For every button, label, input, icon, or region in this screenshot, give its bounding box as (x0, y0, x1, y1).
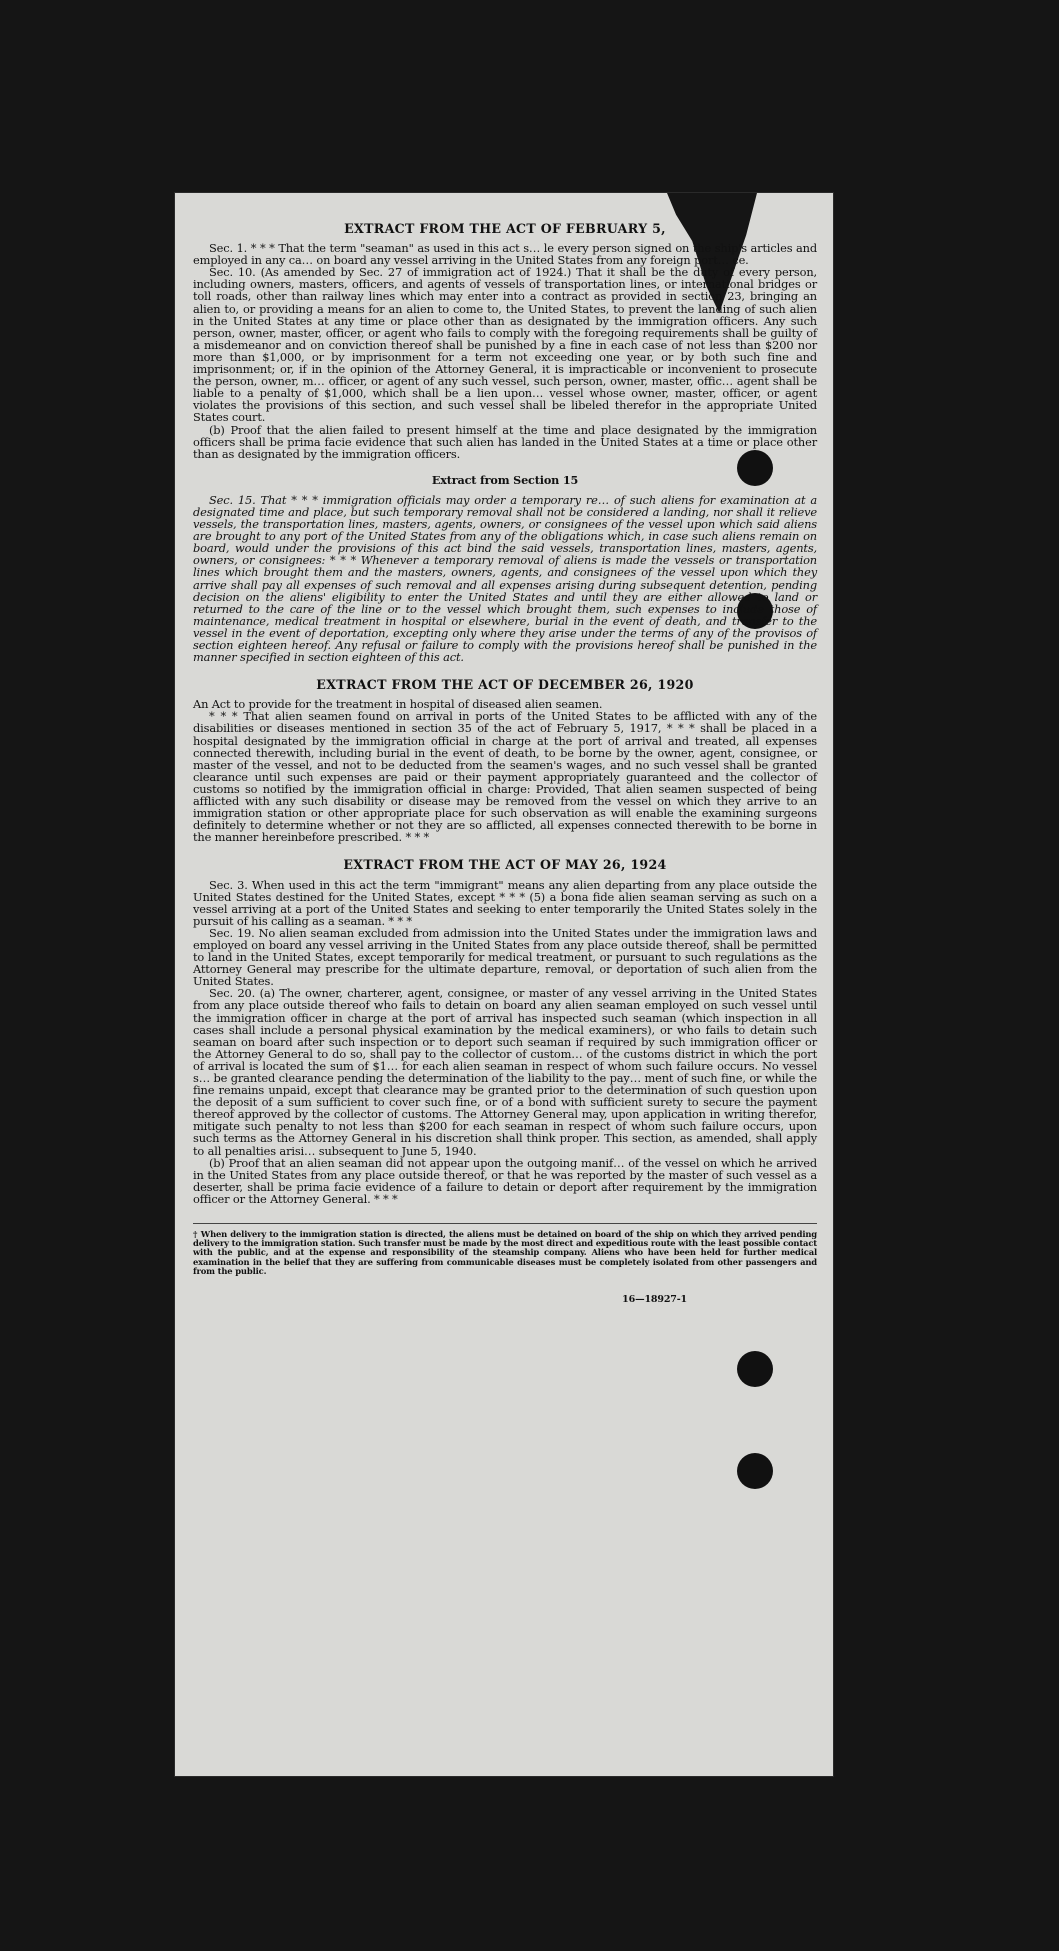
section-10-text: Sec. 10. (As amended by Sec. 27 of immigration act of 1924.) That it shall be the duty of every person, including owners, masters, officers, and agents of vessels of transportation lines, or international bridges or toll roads, other than railway lines which may enter into a contract as provided in section 23, bringing an alien to, or providing a means for an alien to come to, the United States, to prevent the landing of such alien in the United States at any time or place other than as designated by the immigration officers. Any such person, owner, master, officer, or agent who fails to comply with the foregoing requirements shall be guilty of a misdemeanor and on conviction thereof shall be punished by a fine in each case of not less than $200 nor more than $1,000, or by imprisonment for a term not exceeding one year, or by both such fine and imprisonment; or, if in the opinion of the Attorney General, it is impracticable or inconvenient to prosecute the person, owner, m… officer, or agent of any such vessel, such person, owner, master, offic… agent shall be liable to a penalty of $1,000, which shall be a lien upon… vessel whose owner, master, officer, or agent violates the provisions of this section, and such vessel shall be libeled therefor in the appropriate United States court. (193, 265, 817, 425)
heading-section-15: Extract from Section 15 (431, 472, 579, 487)
footnote: † When delivery to the immigration station is directed, the aliens must be detained on board of the ship on which they arrived pending delivery to the immigration station. Such transfer must be made by the most direct and expeditious route with the least possible contact with the public, and at the expense and responsibility of the steamship company. Aliens who have been held for further medical examination in the belief that they are suffering from communicable diseases must be completely isolated from other passengers and from the public. (193, 1223, 817, 1276)
punch-hole (737, 1453, 773, 1489)
act-1920-body: * * * That alien seamen found on arrival in ports of the United States to be afflicted with any of the disabilities or diseases mentioned in section 35 of the act of February 5, 1917, * * * shall be placed in a hospital designated by the immigration official in charge at the port of arrival and treated, all expenses connected therewith, including burial in the event of death, to be borne by the owner, agent, consignee, or master of the vessel, and not to be deducted from the seamen's wages, and no such vessel shall be granted clearance until such expenses are paid or their payment appropriately guaranteed and the collector of customs so notified by the immigration official in charge: Provided, That alien seamen suspected of being afflicted with any such disability or disease may be removed from the vessel on which they arrive to an immigration station or other appropriate place for such observation as will enable the examining surgeons definitely to determine whether or not they are so afflicted, all expenses connected therewith to be borne in the manner hereinbefore prescribed. * * * (193, 709, 817, 845)
section-1-text: Sec. 1. * * * That the term "seaman" as used in this act s… le every person signed on the ship's articles and employed in any ca… on board any vessel arriving in the United States from any foreign port… ce. (193, 241, 817, 268)
section-20-text: Sec. 20. (a) The owner, charterer, agent, consignee, or master of any vessel arriving in the United States from any place outside thereof who fails to detain on board any alien seaman employed on such vessel until the immigration officer in charge at the port of arrival has inspected such seaman (which inspection in all cases shall include a personal physical examination by the medical examiners), or who fails to detain such seaman on board after such inspection or to deport such seaman if required by such immigration officer or the Attorney General to do so, shall pay to the collector of custom… of the customs district in which the port of arrival is located the sum of $1… for each alien seaman in respect of whom such failure occurs. No vessel s… be granted clearance pending the determination of the liability to the pay… ment of such fine, or while the fine remains unpaid, except that clearance may be granted prior to the determination of such question upon the deposit of a sum sufficient to cover such fine, or of a bond with sufficient surety to secure the payment thereof approved by the collector of customs. The Attorney General may, upon application in writing therefor, mitigate such penalty to not less than $200 for each seaman in respect of whom such failure occurs, upon such terms as the Attorney General in his discretion shall think proper. This section, as amended, shall apply to all penalties arisi… subsequent to June 5, 1940. (193, 986, 817, 1158)
heading-act-feb-5: EXTRACT FROM THE ACT OF FEBRUARY 5, (344, 221, 666, 236)
heading-act-dec-26-1920: EXTRACT FROM THE ACT OF DECEMBER 26, 1920 (316, 677, 694, 693)
act-1920-intro: An Act to provide for the treatment in hospital of diseased alien seamen. (193, 697, 603, 712)
section-10b-text: (b) Proof that the alien failed to present himself at the time and place designated by the immigration officers shall be prima facie evidence that such alien has landed in the United States at a time or place other than as designated by the immigration officers. (193, 422, 817, 461)
form-number: 16—18927-1 (622, 1294, 687, 1306)
punch-hole (737, 1351, 773, 1387)
section-15-text: Sec. 15. That * * * immigration officials may order a temporary re… of such aliens for examination at a designated time and place, but such temporary removal shall not be considered a landing, nor shall it relieve vessels, the transportation lines, masters, agents, owners, or consignees of the vessel upon which said aliens are brought to any port of the United States from any of the obligations which, in case such aliens remain on board, would under the provisions of this act bind the said vessels, transportation lines, masters, agents, owners, or consignees: * * * Whenever a temporary removal of aliens is made the vessels or transportation lines which brought them and the masters, owners, agents, and consignees of the vessel upon which they arrive shall pay all expenses of such removal and all expenses arising during subsequent detention, pending decision on the aliens' eligibility to enter the United States and until they are either allowed to land or returned to the care of the line or to the vessel which brought them, such expenses to include those of maintenance, medical treatment in hospital or elsewhere, burial in the event of death, and transfer to the vessel in the event of deportation, excepting only where they arise under the terms of any of the provisos of section eighteen hereof. Any refusal or failure to comply with the provisions hereof shall be punished in the manner specified in section eighteen of this act. (193, 492, 817, 665)
section-3-text: Sec. 3. When used in this act the term "immigrant" means any alien departing from any place outside the United States destined for the United States, except * * * (5) a bona fide alien seaman serving as such on a vessel arriving at a port of the United States and seeking to enter temporarily the United States solely in the pursuit of his calling as a seaman. * * * (193, 877, 817, 928)
section-19-text: Sec. 19. No alien seaman excluded from admission into the United States under the immigration laws and employed on board any vessel arriving in the United States from any place outside thereof, shall be permitted to land in the United States, except temporarily for medical treatment, or pursuant to such regulations as the Attorney General may prescribe for the ultimate departure, removal, or deportation of such alien from the United States. (193, 925, 817, 989)
heading-act-may-26-1924: EXTRACT FROM THE ACT OF MAY 26, 1924 (343, 857, 667, 873)
document-text (193, 223, 817, 1306)
section-20b-text: (b) Proof that an alien seaman did not appear upon the outgoing manif… of the vessel on which he arrived in the United States from any place outside thereof, or that he was reported by the master of such vessel as a deserter, shall be prima facie evidence of a failure to detain or deport after requirement by the immigration officer or the Attorney General. * * * (193, 1155, 817, 1206)
document-page (175, 193, 833, 1776)
